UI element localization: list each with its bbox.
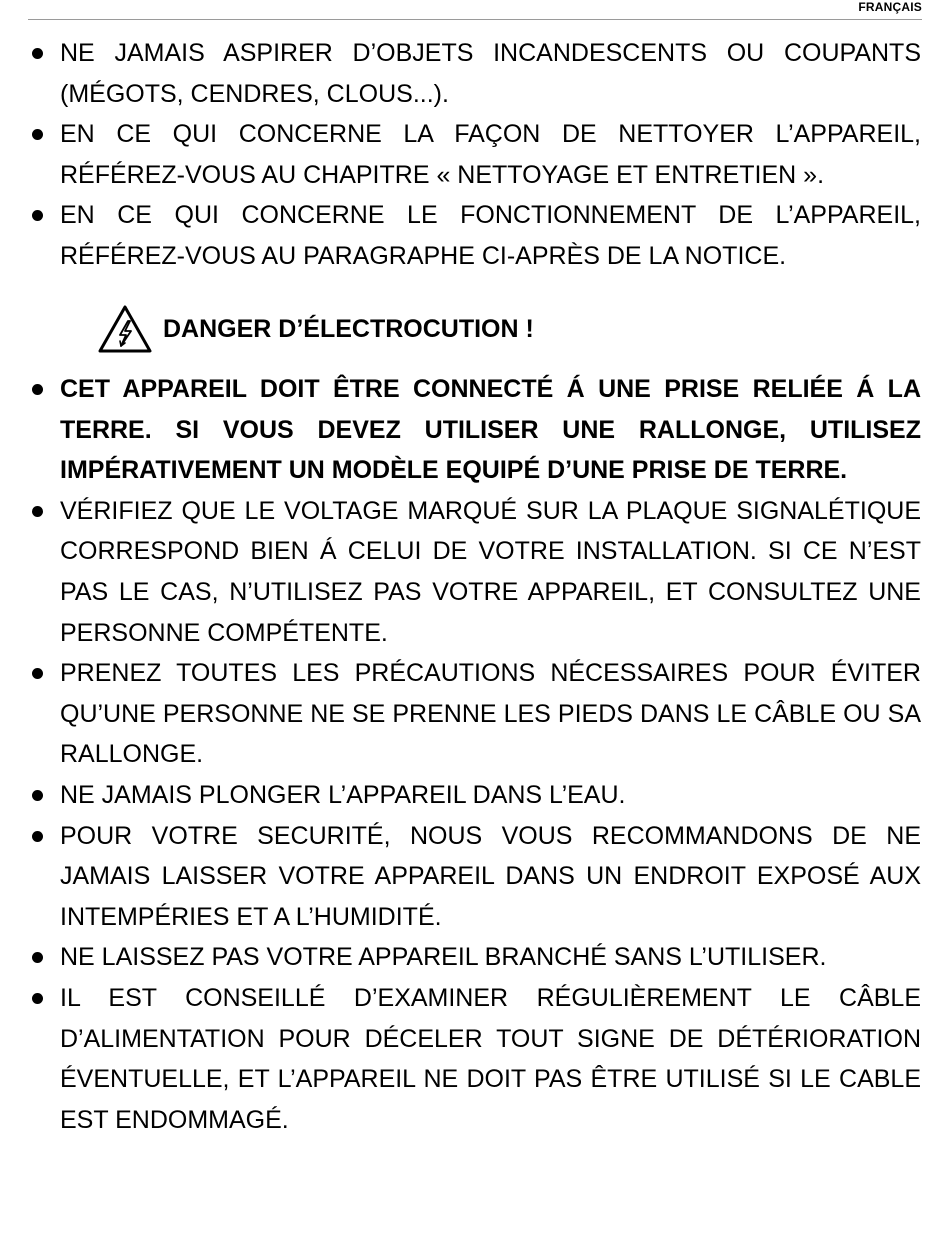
list-item-text: NE JAMAIS ASPIRER D’OBJETS INCANDESCENTS OU COUPANTS (MÉGOTS, CENDRES, CLOUS...). <box>60 39 921 108</box>
electric-hazard-warning-icon <box>97 304 153 354</box>
danger-title: DANGER D’ÉLECTROCUTION ! <box>163 315 534 343</box>
bullet-icon <box>32 506 43 517</box>
list-item-text: POUR VOTRE SECURITÉ, NOUS VOUS RECOMMANDONS DE NE JAMAIS LAISSER VOTRE APPAREIL DANS UN ENDROIT EXPOSÉ AUX INTEMPÉRIES ET A L’HUMIDITÉ. <box>60 821 921 931</box>
list-item-text: PRENEZ TOUTES LES PRÉCAUTIONS NÉCESSAIRES POUR ÉVITER QU’UNE PERSONNE NE SE PRENNE LES PIEDS DANS LE CÂBLE OU SA RALLONGE. <box>60 659 921 769</box>
list-item-text: IL EST CONSEILLÉ D’EXAMINER RÉGULIÈREMENT LE CÂBLE D’ALIMENTATION POUR DÉCELER TOUT SIGNE DE DÉTÉRIORATION ÉVENTUELLE, ET L’APPAREIL NE DOIT PAS ÊTRE UTILISÉ SI LE CABLE EST ENDOMMAGÉ. <box>60 983 921 1134</box>
list-item-text: VÉRIFIEZ QUE LE VOLTAGE MARQUÉ SUR LA PLAQUE SIGNALÉTIQUE CORRESPOND BIEN Á CELUI DE VOTRE INSTALLATION. SI CE N’EST PAS LE CAS, N’UTILISEZ PAS VOTRE APPAREIL, ET CONSULTEZ UNE PERSONNE COMPÉTENTE. <box>60 496 921 647</box>
list-item <box>30 369 921 491</box>
safety-list-electrical <box>30 369 921 1140</box>
header-divider <box>28 19 922 20</box>
list-item <box>30 653 921 775</box>
bullet-icon <box>32 952 43 963</box>
list-item-text: EN CE QUI CONCERNE LE FONCTIONNEMENT DE L’APPAREIL, RÉFÉREZ-VOUS AU PARAGRAPHE CI-APRÈS DE LA NOTICE. <box>60 201 921 270</box>
bullet-icon <box>32 129 43 140</box>
bullet-icon <box>32 993 43 1004</box>
bullet-icon <box>32 48 43 59</box>
bullet-icon <box>32 384 43 395</box>
list-item <box>30 978 921 1140</box>
safety-list-general <box>30 33 921 277</box>
bullet-icon <box>32 668 43 679</box>
list-item <box>30 491 921 653</box>
list-item <box>30 195 921 276</box>
bullet-icon <box>32 210 43 221</box>
list-item <box>30 937 921 978</box>
bullet-icon <box>32 790 43 801</box>
language-header: FRANÇAIS <box>858 0 922 14</box>
list-item-text: NE JAMAIS PLONGER L’APPAREIL DANS L’EAU. <box>60 780 626 809</box>
list-item-text: CET APPAREIL DOIT ÊTRE CONNECTÉ Á UNE PRISE RELIÉE Á LA TERRE. SI VOUS DEVEZ UTILISER UNE RALLONGE, UTILISEZ IMPÉRATIVEMENT UN MODÈLE EQUIPÉ D’UNE PRISE DE TERRE. <box>60 375 921 485</box>
danger-heading <box>97 304 534 354</box>
bullet-icon <box>32 831 43 842</box>
list-item <box>30 775 921 816</box>
list-item-text: NE LAISSEZ PAS VOTRE APPAREIL BRANCHÉ SANS L’UTILISER. <box>60 943 827 972</box>
list-item <box>30 816 921 938</box>
list-item <box>30 33 921 114</box>
list-item-text: EN CE QUI CONCERNE LA FAÇON DE NETTOYER L’APPAREIL, RÉFÉREZ-VOUS AU CHAPITRE « NETTOYAGE ET ENTRETIEN ». <box>60 120 921 189</box>
list-item <box>30 114 921 195</box>
